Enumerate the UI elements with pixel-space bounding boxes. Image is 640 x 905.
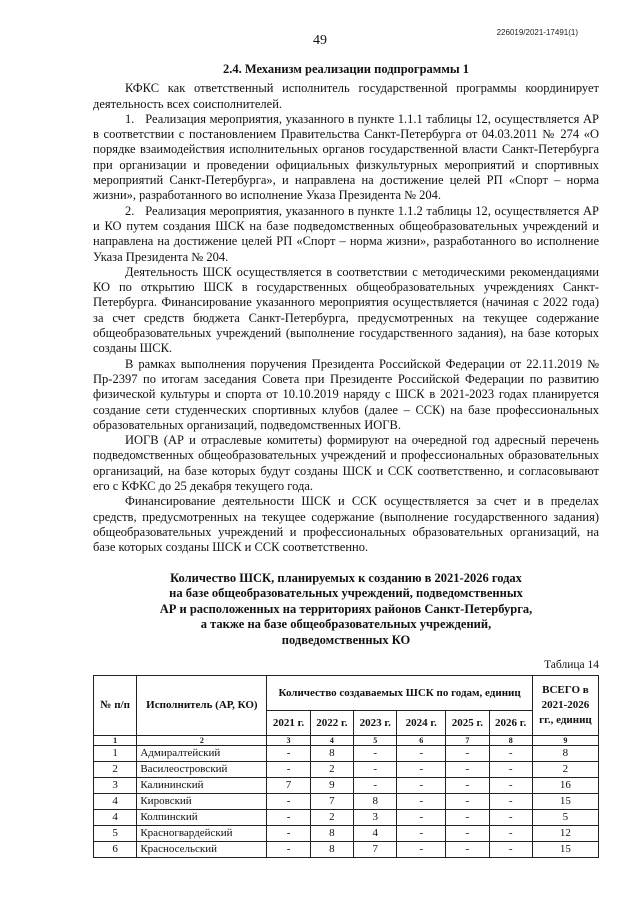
row-number: 5 <box>94 826 137 842</box>
year-value: - <box>446 778 489 794</box>
column-number: 9 <box>532 736 598 746</box>
paragraph: В рамках выполнения поручения Президента Российской Федерации от 22.11.2019 № Пр-2397 по итогам заседания Совета при Президенте Российской Федерации по развитию физической культуры и спорта от 10.10.2019 наряду с ШСК в 2021-2023 годах планируется создание сети студенческих спортивных клубов (далее – ССК) на базе профессиональных образовательных организаций, подведомственных ИОГВ. <box>93 356 599 432</box>
year-value: - <box>446 794 489 810</box>
header-year: 2021 г. <box>267 711 310 736</box>
year-value: - <box>397 826 446 842</box>
column-number: 2 <box>137 736 267 746</box>
row-total: 12 <box>532 826 598 842</box>
section-title: 2.4. Механизм реализации подпрограммы 1 <box>223 62 469 76</box>
table-row <box>94 778 599 794</box>
row-number: 4 <box>94 810 137 826</box>
year-value: - <box>354 746 397 762</box>
table-title-line: подведомственных КО <box>281 632 411 647</box>
year-value: - <box>446 746 489 762</box>
year-value: - <box>397 810 446 826</box>
header-year: 2022 г. <box>310 711 353 736</box>
district-name: Колпинский <box>137 810 267 826</box>
year-value: - <box>354 762 397 778</box>
year-value: - <box>446 842 489 858</box>
paragraph: ИОГВ (АР и отраслевые комитеты) формируют на очередной год адресный перечень подведомственных общеобразовательных учреждений и профессиональных образовательных организаций, на базе которых будут созданы ШСК и ССК соответственно, и согласовывают его с КФКС до 25 декабря текущего года. <box>93 433 599 494</box>
header-total: ВСЕГО в 2021-2026 гг., единиц <box>532 676 598 736</box>
row-number: 1 <box>94 746 137 762</box>
year-value: 4 <box>354 826 397 842</box>
district-name: Красногвардейский <box>137 826 267 842</box>
document-body <box>93 62 599 858</box>
paragraph: Финансирование деятельности ШСК и ССК осуществляется за счет и в пределах средств, предусмотренных на текущее содержание (выполнение государственного задания) общеобразовательных учреждений и профессиональных образовательных организаций, на базе которых созданы ШСК и ССК соответственно. <box>93 494 599 555</box>
column-number: 4 <box>310 736 353 746</box>
paragraph: 1. Реализация мероприятия, указанного в пункте 1.1.1 таблицы 12, осуществляется АР в соответствии с постановлением Правительства Санкт-Петербурга от 04.03.2011 № 274 «О порядке взаимодействия исполнительных органов государственной власти Санкт-Петербурга при организации и проведении официальных физкультурных мероприятий и спортивных мероприятий Санкт-Петербурга», и направлена на достижение целей РП «Спорт – норма жизни», разработанного во исполнение Указа Президента № 204. <box>93 111 599 203</box>
row-total: 15 <box>532 794 598 810</box>
table-row <box>94 794 599 810</box>
year-value: - <box>397 762 446 778</box>
year-value: 8 <box>310 842 353 858</box>
district-name: Кировский <box>137 794 267 810</box>
year-value: - <box>446 826 489 842</box>
year-value: - <box>267 762 310 778</box>
year-value: 2 <box>310 762 353 778</box>
district-name: Калининский <box>137 778 267 794</box>
table-row <box>94 746 599 762</box>
year-value: - <box>267 794 310 810</box>
table-label: Таблица 14 <box>544 659 599 671</box>
year-value: - <box>397 842 446 858</box>
row-total: 5 <box>532 810 598 826</box>
table-row <box>94 842 599 858</box>
header-year-group: Количество создаваемых ШСК по годам, единиц <box>267 676 532 711</box>
year-value: - <box>489 762 532 778</box>
year-value: - <box>446 810 489 826</box>
paragraph: 2. Реализация мероприятия, указанного в пункте 1.1.2 таблицы 12, осуществляется АР и КО путем создания ШСК на базе подведомственных общеобразовательных учреждений и направлена на достижение целей РП «Спорт – норма жизни», разработанного во исполнение Указа Президента № 204. <box>93 203 599 264</box>
row-number: 2 <box>94 762 137 778</box>
table-title-line: а также на базе общеобразовательных учреждений, <box>200 617 492 631</box>
header-year: 2023 г. <box>354 711 397 736</box>
column-number: 1 <box>94 736 137 746</box>
paragraph: КФКС как ответственный исполнитель государственной программы координирует деятельность всех соисполнителей. <box>93 81 599 111</box>
page-number: 49 <box>313 33 327 48</box>
year-value: 8 <box>354 794 397 810</box>
year-value: 7 <box>267 778 310 794</box>
year-value: - <box>489 778 532 794</box>
header-year: 2024 г. <box>397 711 446 736</box>
row-number: 6 <box>94 842 137 858</box>
header-year: 2026 г. <box>489 711 532 736</box>
year-value: - <box>446 762 489 778</box>
column-number: 3 <box>267 736 310 746</box>
year-value: 2 <box>310 810 353 826</box>
year-value: - <box>397 778 446 794</box>
year-value: - <box>489 810 532 826</box>
table-title-line: Количество ШСК, планируемых к созданию в 2021-2026 годах <box>170 570 522 585</box>
year-value: - <box>489 794 532 810</box>
column-number: 8 <box>489 736 532 746</box>
year-value: - <box>267 810 310 826</box>
header-year: 2025 г. <box>446 711 489 736</box>
year-value: 8 <box>310 746 353 762</box>
year-value: - <box>397 794 446 810</box>
year-value: - <box>489 746 532 762</box>
schools-clubs-table <box>93 675 599 858</box>
year-value: - <box>267 746 310 762</box>
district-name: Василеостровский <box>137 762 267 778</box>
district-name: Красносельский <box>137 842 267 858</box>
year-value: 8 <box>310 826 353 842</box>
row-number: 4 <box>94 794 137 810</box>
year-value: - <box>489 842 532 858</box>
column-number: 7 <box>446 736 489 746</box>
year-value: 7 <box>354 842 397 858</box>
paragraph: Деятельность ШСК осуществляется в соответствии с методическими рекомендациями КО по открытию ШСК в государственных общеобразовательных учреждениях Санкт-Петербурга. Финансирование указанного мероприятия осуществляется (начиная с 2022 года) за счет средств бюджета Санкт-Петербурга, предусмотренных на текущее содержание общеобразовательных учреждений (выполнение государственного задания), на базе которых созданы ШСК. <box>93 264 599 356</box>
year-value: - <box>489 826 532 842</box>
year-value: - <box>397 746 446 762</box>
column-number-row <box>94 736 599 746</box>
year-value: 7 <box>310 794 353 810</box>
row-number: 3 <box>94 778 137 794</box>
document-id: 226019/2021-17491(1) <box>496 28 578 37</box>
year-value: 3 <box>354 810 397 826</box>
year-value: - <box>267 842 310 858</box>
table-title-line: АР и расположенных на территориях районов Санкт-Петербурга, <box>159 601 533 616</box>
table-row <box>94 810 599 826</box>
header-number: № п/п <box>94 676 137 736</box>
year-value: 9 <box>310 778 353 794</box>
table-title-line: на базе общеобразовательных учреждений, подведомственных <box>169 586 523 600</box>
row-total: 16 <box>532 778 598 794</box>
header-executor: Исполнитель (АР, КО) <box>137 676 267 736</box>
row-total: 8 <box>532 746 598 762</box>
table-row <box>94 826 599 842</box>
district-name: Адмиралтейский <box>137 746 267 762</box>
column-number: 5 <box>354 736 397 746</box>
year-value: - <box>354 778 397 794</box>
table-title <box>93 571 599 649</box>
row-total: 2 <box>532 762 598 778</box>
column-number: 6 <box>397 736 446 746</box>
table-row <box>94 762 599 778</box>
row-total: 15 <box>532 842 598 858</box>
year-value: - <box>267 826 310 842</box>
